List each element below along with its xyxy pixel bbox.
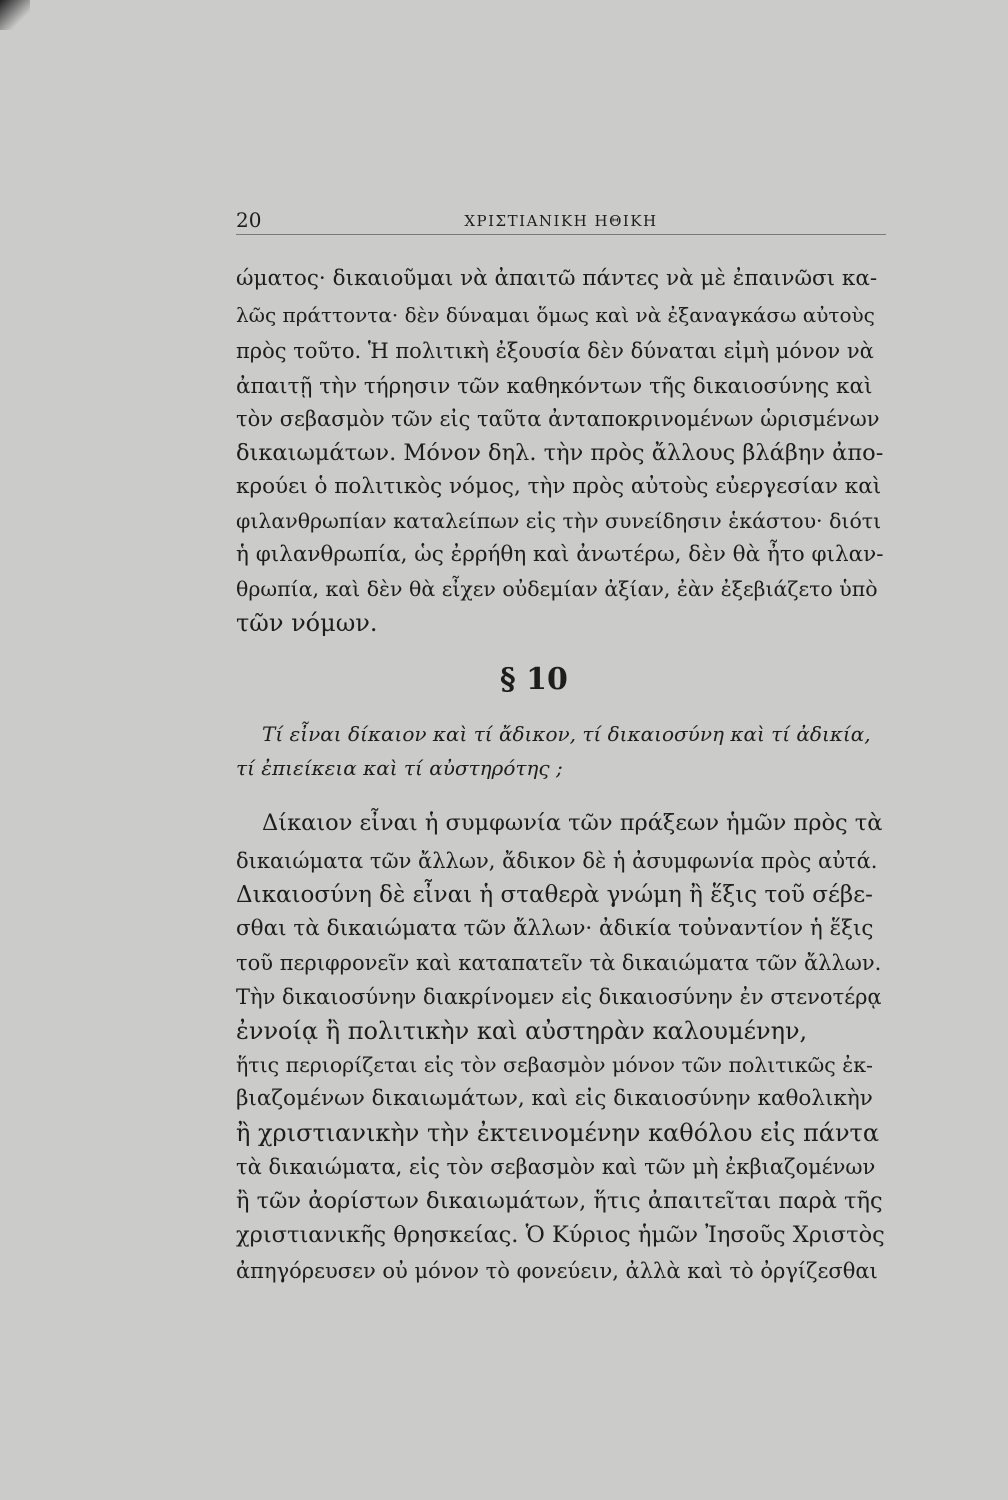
- section-number: § 10: [500, 662, 568, 697]
- text-line: ἐννοίᾳ ἢ πολιτικὴν καὶ αὐστηρὰν καλουμένην,: [236, 1017, 808, 1045]
- text-line: φιλανθρωπίαν καταλείπων εἰς τὴν συνείδησιν ἑκάστου· διότι: [236, 509, 882, 533]
- text-line: δικαιωμάτων. Μόνον δηλ. τὴν πρὸς ἄλλους βλάβην ἀπο-: [236, 440, 884, 466]
- text-line: τοῦ περιφρονεῖν καὶ καταπατεῖν τὰ δικαιώματα τῶν ἄλλων.: [236, 951, 882, 975]
- text-line: τὰ δικαιώματα, εἰς τὸν σεβασμὸν καὶ τῶν μὴ ἐκβιαζομένων: [236, 1155, 876, 1179]
- text-line: ἢ τῶν ἀορίστων δικαιωμάτων, ἥτις ἀπαιτεῖται παρὰ τῆς: [236, 1188, 883, 1214]
- page-number: 20: [236, 208, 262, 232]
- text-line: τὸν σεβασμὸν τῶν εἰς ταῦτα ἀνταποκρινομένων ὡρισμένων: [236, 407, 880, 431]
- running-head: [236, 206, 886, 235]
- text-line: Δίκαιον εἶναι ἡ συμφωνία τῶν πράξεων ἡμῶν πρὸς τὰ: [262, 810, 883, 836]
- running-title: ΧΡΙΣΤΙΑΝΙΚΗ ΗΘΙΚΗ: [464, 212, 658, 230]
- text-line: τῶν νόμων.: [236, 609, 378, 637]
- text-line: βιαζομένων δικαιωμάτων, καὶ εἰς δικαιοσύνην καθολικὴν: [236, 1086, 873, 1111]
- text-line: ἡ φιλανθρωπία, ὡς ἐρρήθη καὶ ἀνωτέρω, δὲν θὰ ἦτο φιλαν-: [236, 542, 884, 567]
- text-line: ἀπαιτῇ τὴν τήρησιν τῶν καθηκόντων τῆς δικαιοσύνης καὶ: [236, 374, 873, 399]
- text-line: ἢ χριστιανικὴν τὴν ἐκτεινομένην καθόλου εἰς πάντα: [236, 1119, 880, 1147]
- text-line: ἀπηγόρευσεν οὐ μόνον τὸ φονεύειν, ἀλλὰ καὶ τὸ ὀργίζεσθαι: [236, 1259, 878, 1283]
- section-heading: τί ἐπιείκεια καὶ τί αὐστηρότης ;: [236, 756, 563, 780]
- text-line: ἥτις περιορίζεται εἰς τὸν σεβασμὸν μόνον τῶν πολιτικῶς ἐκ-: [236, 1053, 873, 1077]
- text-line: θρωπία, καὶ δὲν θὰ εἶχεν οὐδεμίαν ἀξίαν, ἐὰν ἐξεβιάζετο ὑπὸ: [236, 577, 878, 601]
- text-line: σθαι τὰ δικαιώματα τῶν ἄλλων· ἀδικία τοὐναντίον ἡ ἕξις: [236, 916, 874, 941]
- text-line: κρούει ὁ πολιτικὸς νόμος, τὴν πρὸς αὐτοὺς εὐεργεσίαν καὶ: [236, 474, 882, 499]
- text-line: ώματος· δικαιοῦμαι νὰ ἀπαιτῶ πάντες νὰ μὲ ἐπαινῶσι κα-: [236, 266, 878, 291]
- text-line: πρὸς τοῦτο. Ἡ πολιτικὴ ἐξουσία δὲν δύναται εἰμὴ μόνον νὰ: [236, 339, 874, 363]
- text-line: χριστιανικῆς θρησκείας. Ὁ Κύριος ἡμῶν Ἰησοῦς Χριστὸς: [236, 1222, 885, 1248]
- section-heading: Τί εἶναι δίκαιον καὶ τί ἄδικον, τί δικαιοσύνη καὶ τί ἀδικία,: [262, 722, 871, 746]
- text-line: Δικαιοσύνη δὲ εἶναι ἡ σταθερὰ γνώμη ἢ ἕξις τοῦ σέβε-: [236, 882, 873, 908]
- text-line: δικαιώματα τῶν ἄλλων, ἄδικον δὲ ἡ ἀσυμφωνία πρὸς αὐτά.: [236, 849, 878, 873]
- text-line: Τὴν δικαιοσύνην διακρίνομεν εἰς δικαιοσύνην ἐν στενοτέρᾳ: [236, 985, 882, 1009]
- text-line: λῶς πράττοντα· δὲν δύναμαι ὅμως καὶ νὰ ἐξαναγκάσω αὐτοὺς: [236, 303, 875, 327]
- scan-corner-shadow: [0, 0, 30, 30]
